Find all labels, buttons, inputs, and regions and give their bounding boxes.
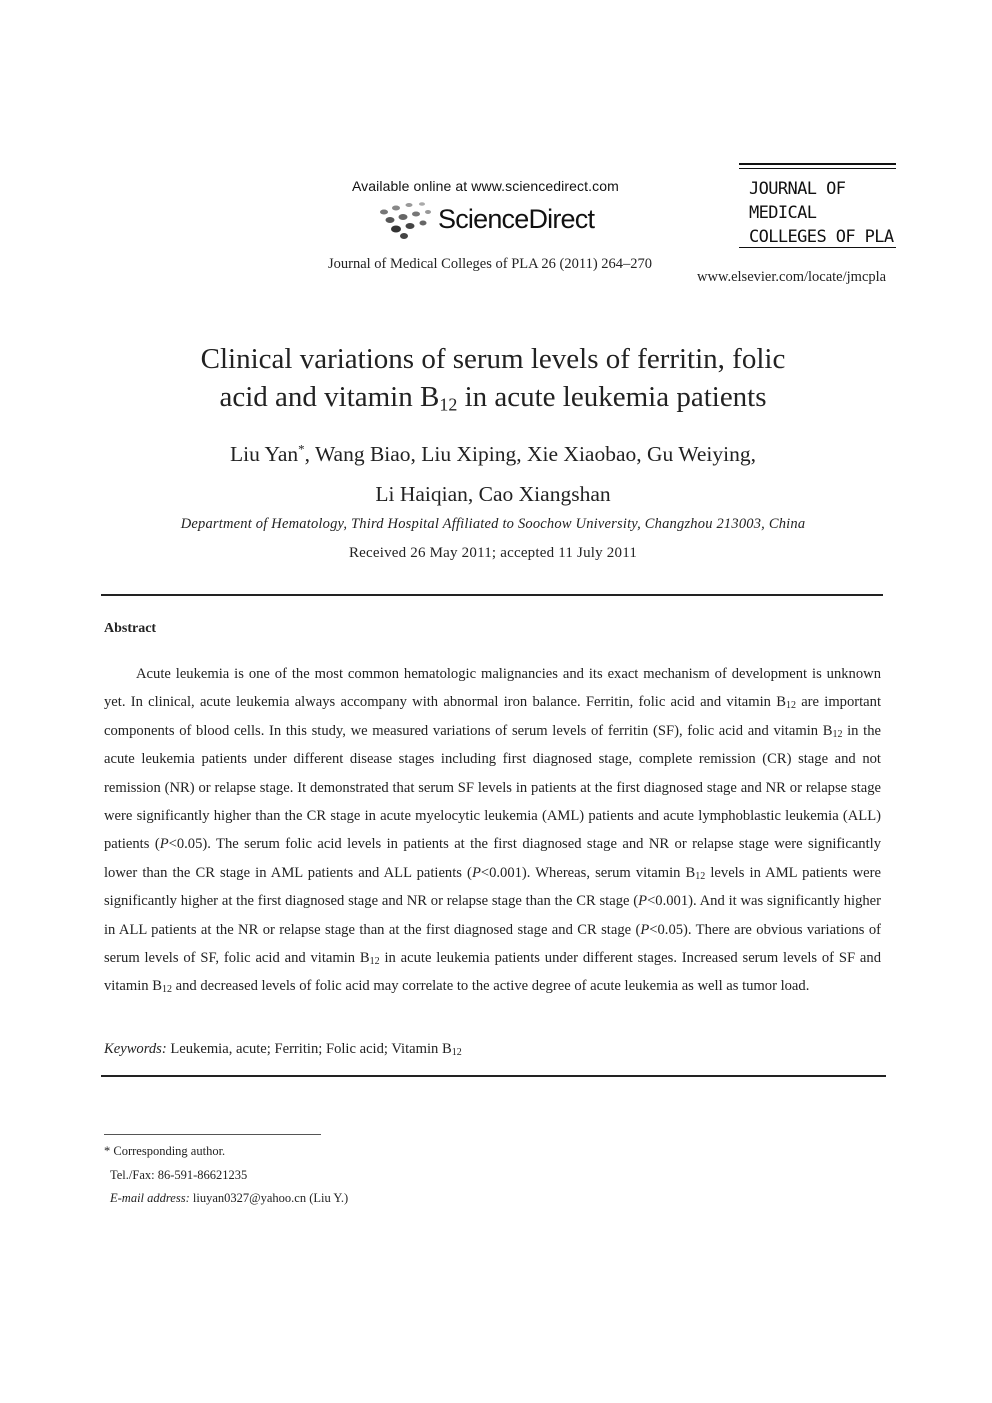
sciencedirect-wordmark: ScienceDirect xyxy=(438,204,595,234)
p-value-symbol: P xyxy=(471,864,481,881)
corresponding-mark[interactable]: * xyxy=(298,442,305,457)
abstract-body xyxy=(104,660,881,1001)
abstract-text: <0.05). There are obvious variations of serum levels of SF, folic acid and vitamin B xyxy=(104,921,881,967)
divider xyxy=(101,594,883,596)
authors-line-1: , Wang Biao, Liu Xiping, Xie Xiaobao, Gu Weiying, xyxy=(304,442,756,466)
p-value-symbol: P xyxy=(638,893,648,910)
p-value-symbol: P xyxy=(640,921,650,938)
sciencedirect-dots-icon xyxy=(376,200,436,242)
abstract-text: <0.001). Whereas, serum vitamin B xyxy=(480,864,696,881)
subscript: 12 xyxy=(832,728,843,740)
affiliation: Department of Hematology, Third Hospital Affiliated to Soochow University, Changzhou 213003, China xyxy=(180,516,806,532)
title-line-1: Clinical variations of serum levels of ferritin, folic xyxy=(200,343,786,375)
abstract-text: <0.001). And it was significantly higher in ALL patients at the NR or relapse stage than at the first diagnosed stage and CR stage ( xyxy=(104,893,882,938)
keywords-text: Leukemia, acute; Ferritin; Folic acid; Vitamin B xyxy=(166,1041,452,1057)
abstract-heading: Abstract xyxy=(104,621,157,636)
abstract-text: and decreased levels of folic acid may correlate to the active degree of acute leukemia as well as tumor load. xyxy=(171,978,810,995)
journal-logo-box xyxy=(739,163,896,249)
available-online-text: Available online at www.sciencedirect.com xyxy=(352,178,619,194)
subscript: 12 xyxy=(695,870,706,882)
authors-line-2: Li Haiqian, Cao Xiangshan xyxy=(375,482,611,506)
p-value-symbol: P xyxy=(159,836,169,853)
first-author: Liu Yan xyxy=(230,442,299,466)
title-line-2-pre: acid and vitamin B xyxy=(219,381,440,413)
abstract-text: are important components of blood cells. In this study, we measured variations of serum levels of ferritin (SF), folic acid and vitamin B xyxy=(104,694,882,739)
subscript: 12 xyxy=(451,1047,462,1058)
title-line-2-post: in acute leukemia patients xyxy=(457,381,767,413)
abstract-text: levels in AML patients were significantly higher at the first diagnosed stage and NR or relapse stage than the CR stage ( xyxy=(104,864,881,910)
journal-box-rule xyxy=(739,168,896,169)
tel-fax: Tel./Fax: 86-591-86621235 xyxy=(110,1168,248,1182)
email-address-link[interactable]: liuyan0327@yahoo.cn (Liu Y.) xyxy=(189,1191,349,1205)
journal-citation: Journal of Medical Colleges of PLA 26 (2011) 264–270 xyxy=(328,256,653,272)
received-dates: Received 26 May 2011; accepted 11 July 2011 xyxy=(348,545,638,561)
abstract-text: Acute leukemia is one of the most common hematologic malignancies and its exact mechanism of development is unknown yet. In clinical, acute leukemia always accompany with abnormal iron balance. Ferritin, folic acid and vitamin B xyxy=(104,666,881,711)
abstract-text: in the acute leukemia patients under different disease stages including first diagnosed stage, complete remission (CR) stage and not remission (NR) or relapse stage. It demonstrated that serum SF levels in patients at the first diagnosed stage and NR or relapse stage were significantly higher than the CR stage in acute myelocytic leukemia (AML) patients and acute lymphoblastic leukemia (ALL) patients ( xyxy=(104,722,881,853)
subscript: 12 xyxy=(369,956,380,968)
journal-box-rule xyxy=(739,163,896,165)
keywords-label: Keywords: xyxy=(104,1041,167,1057)
subscript: 12 xyxy=(785,700,796,712)
journal-box-rule xyxy=(739,247,896,248)
email-line xyxy=(110,1191,348,1206)
footnote-divider xyxy=(104,1134,321,1135)
title-subscript: 12 xyxy=(439,394,458,415)
keywords xyxy=(104,1041,462,1058)
corresponding-author-note: * Corresponding author. xyxy=(104,1144,226,1158)
sciencedirect-logo[interactable] xyxy=(376,200,616,242)
abstract-text: <0.05). The serum folic acid levels in patients at the first diagnosed stage and NR or relapse stage were significantly lower than the CR stage in AML patients and ALL patients ( xyxy=(104,836,882,881)
journal-url-link[interactable]: www.elsevier.com/locate/jmcpla xyxy=(697,269,887,285)
author-list xyxy=(100,434,886,514)
subscript: 12 xyxy=(161,984,172,996)
divider xyxy=(101,1075,886,1077)
journal-name: JOURNAL OF MEDICAL COLLEGES OF PLA xyxy=(749,179,894,247)
email-label: E-mail address: xyxy=(110,1191,190,1205)
article-title xyxy=(100,340,886,416)
abstract-text: in acute leukemia patients under different stages. Increased serum levels of SF and vitamin B xyxy=(104,950,881,995)
